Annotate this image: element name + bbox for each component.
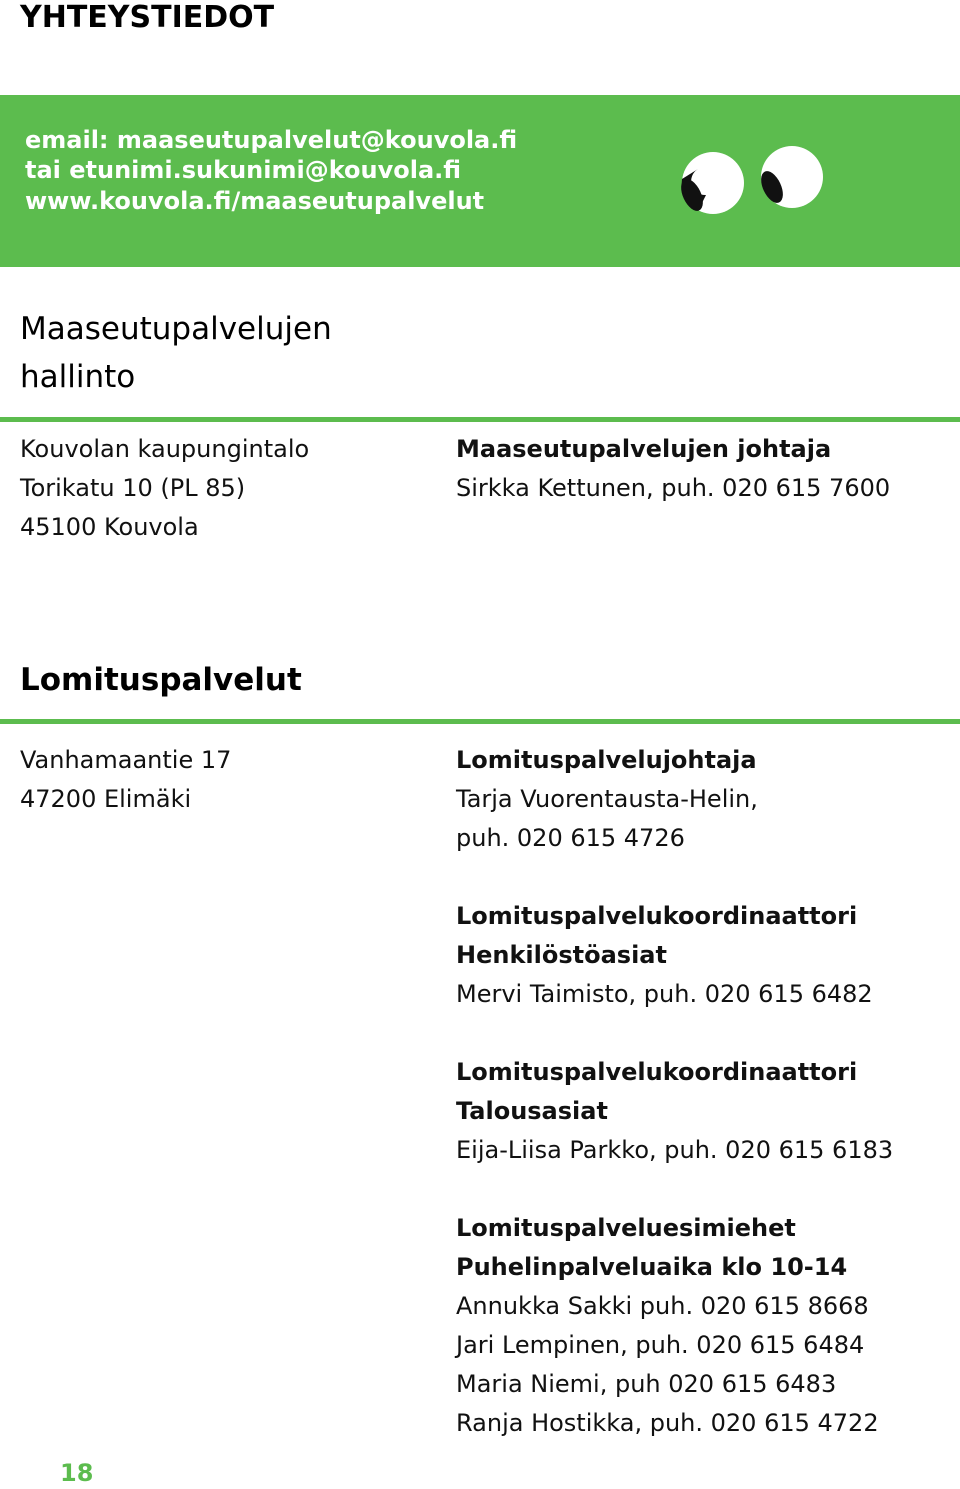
finance-coordinator-subtitle: Talousasiat [456,1097,608,1125]
supervisor-contact: Ranja Hostikka, puh. 020 615 4722 [456,1409,879,1437]
administration-heading-line1: Maaseutupalvelujen [20,311,332,347]
supervisor-contact: Jari Lempinen, puh. 020 615 6484 [456,1331,865,1359]
email-address[interactable]: email: maaseutupalvelut@kouvola.fi [25,126,518,154]
relief-director-name: Tarja Vuorentausta-Helin, [456,785,758,813]
googly-eyes-icon [676,143,826,223]
section-divider [0,417,960,422]
website-link[interactable]: www.kouvola.fi/maaseutupalvelut [25,187,485,215]
relief-address-line: Vanhamaantie 17 [20,746,232,774]
supervisor-contact: Maria Niemi, puh 020 615 6483 [456,1370,837,1398]
administration-heading-line2: hallinto [20,359,136,395]
section-divider [0,719,960,724]
relief-director-title: Lomituspalvelujohtaja [456,746,757,774]
supervisors-hours: Puhelinpalveluaika klo 10-14 [456,1253,848,1281]
admin-director-title: Maaseutupalvelujen johtaja [456,435,832,463]
hr-coordinator-contact: Mervi Taimisto, puh. 020 615 6482 [456,980,873,1008]
relief-address-line: 47200 Elimäki [20,785,192,813]
admin-address-line: 45100 Kouvola [20,513,199,541]
hr-coordinator-subtitle: Henkilöstöasiat [456,941,667,969]
relief-director-phone: puh. 020 615 4726 [456,824,685,852]
admin-director-contact: Sirkka Kettunen, puh. 020 615 7600 [456,474,891,502]
finance-coordinator-title: Lomituspalvelukoordinaattori [456,1058,858,1086]
page-title: YHTEYSTIEDOT [20,0,275,35]
admin-address-line: Torikatu 10 (PL 85) [20,474,246,502]
supervisors-title: Lomituspalveluesimiehet [456,1214,796,1242]
supervisor-contact: Annukka Sakki puh. 020 615 8668 [456,1292,869,1320]
admin-address-line: Kouvolan kaupungintalo [20,435,310,463]
finance-coordinator-contact: Eija-Liisa Parkko, puh. 020 615 6183 [456,1136,894,1164]
alt-email-address[interactable]: tai etunimi.sukunimi@kouvola.fi [25,156,462,184]
relief-services-heading: Lomituspalvelut [20,662,302,698]
page-number: 18 [60,1459,94,1487]
hr-coordinator-title: Lomituspalvelukoordinaattori [456,902,858,930]
